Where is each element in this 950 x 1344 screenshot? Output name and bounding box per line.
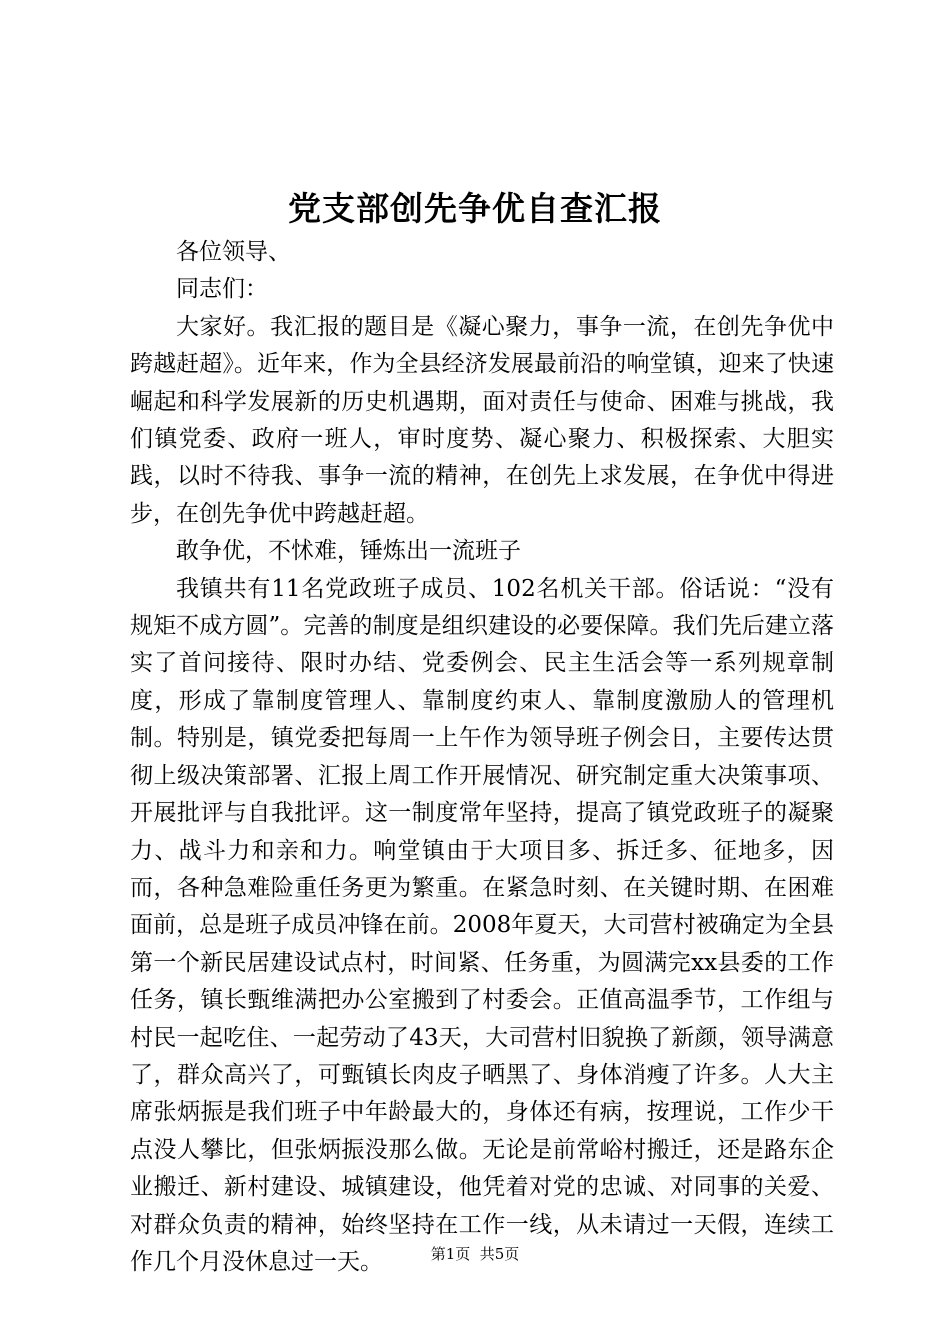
salutation-leaders: 各位领导、: [176, 239, 291, 265]
page-number: 第1页 共5页: [430, 1245, 520, 1263]
section-heading: 敢争优，不怵难，锤炼出一流班子: [176, 538, 521, 565]
salutation-comrades: 同志们：: [176, 276, 268, 303]
intro-paragraph: 大家好。我汇报的题目是《凝心聚力，事争一流，在创先争优中跨越赶超》。近年来，作为全县经济发展最前沿的响堂镇，迎来了快速崛起和科学发展新的历史机遇期，面对责任与使命、困难与挑战，我们镇党委、政府一班人，审时度势、凝心聚力、积极探索、大胆实践，以时不待我、事争一流的精神，在创先上求发展，在争优中得进步，在创先争优中跨越赶超。: [130, 313, 834, 527]
document-body: [130, 234, 834, 1281]
page-footer: [0, 1244, 950, 1264]
document-title: 党支部创先争优自查汇报: [288, 189, 662, 228]
body-paragraph: 我镇共有11名党政班子成员、102名机关干部。俗话说：“没有规矩不成方圆”。完善的制度是组织建设的必要保障。我们先后建立落实了首问接待、限时办结、党委例会、民主生活会等一系列规章制度，形成了靠制度管理人、靠制度约束人、靠制度激励人的管理机制。特别是，镇党委把每周一上午作为领导班子例会日，主要传达贯彻上级决策部署、汇报上周工作开展情况、研究制定重大决策事项、开展批评与自我批评。这一制度常年坚持，提高了镇党政班子的凝聚力、战斗力和亲和力。响堂镇由于大项目多、拆迁多、征地多，因而，各种急难险重任务更为繁重。在紧急时刻、在关键时期、在困难面前，总是班子成员冲锋在前。2008年夏天，大司营村被确定为全县第一个新民居建设试点村，时间紧、任务重，为圆满完xx县委的工作任务，镇长甄维满把办公室搬到了村委会。正值高温季节，工作组与村民一起吃住、一起劳动了43天，大司营村旧貌换了新颜，领导满意了，群众高兴了，可甄镇长肉皮子晒黑了、身体消瘦了许多。人大主席张炳振是我们班子中年龄最大的，身体还有病，按理说，工作少干点没人攀比，但张炳振没那么做。无论是前常峪村搬迁，还是路东企业搬迁、新村建设、城镇建设，他凭着对党的忠诚、对同事的关爱、对群众负责的精神，始终坚持在工作一线，从未请过一天假，连续工作几个月没休息过一天。: [130, 575, 834, 1275]
